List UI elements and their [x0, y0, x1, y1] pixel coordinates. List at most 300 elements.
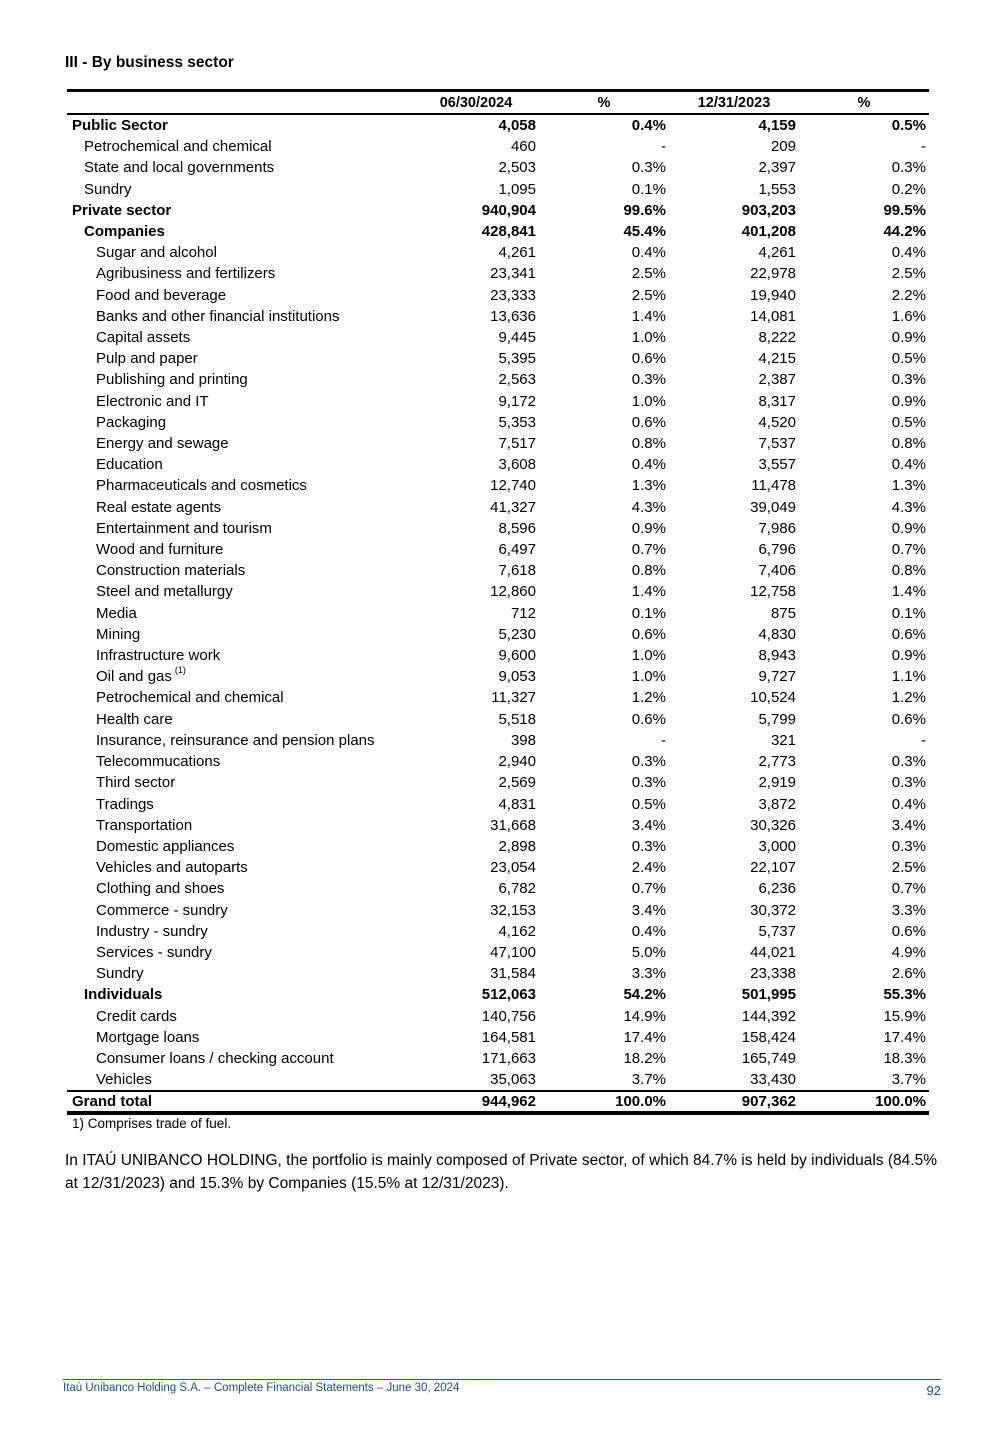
value-2023: 4,520 [758, 413, 796, 431]
value-2023: 7,986 [758, 519, 796, 537]
pct-2024: 0.3% [631, 774, 666, 792]
table-row [67, 1069, 929, 1091]
pct-2023: 1.3% [891, 477, 926, 495]
value-2024: 4,162 [498, 922, 536, 940]
pct-2024: 2.5% [631, 265, 666, 283]
row-label [67, 348, 413, 369]
row-label-text: Private sector [72, 201, 172, 219]
pct-2023: 0.6% [891, 922, 926, 940]
table-row [67, 921, 929, 942]
row-label-text: Construction materials [96, 562, 246, 580]
footer-divider [63, 1379, 941, 1380]
row-label [67, 772, 413, 793]
value-2023: 6,236 [758, 880, 796, 898]
value-2023: 4,159 [758, 117, 796, 134]
table-row [67, 560, 929, 581]
pct-2024: 5.0% [631, 943, 666, 961]
table-row [67, 391, 929, 412]
row-label-text: Sundry [96, 965, 144, 983]
value-2023: 6,796 [758, 541, 796, 559]
pct-2023: 0.2% [891, 180, 926, 198]
pct-2024: 14.9% [623, 1007, 666, 1025]
row-label [67, 836, 413, 857]
value-2024: 164,581 [481, 1028, 536, 1046]
pct-2023: 18.3% [883, 1049, 926, 1067]
table-row [67, 200, 929, 221]
pct-2024: 0.4% [631, 244, 666, 262]
table-row [67, 857, 929, 878]
row-label [67, 1091, 413, 1113]
row-label-text: Oil and gas [96, 668, 172, 686]
pct-2023: 0.9% [891, 519, 926, 537]
pct-2023: 2.6% [891, 965, 926, 983]
value-2024: 7,517 [498, 435, 536, 453]
pct-2024: 3.4% [631, 816, 666, 834]
value-2023: 14,081 [750, 307, 796, 325]
row-label [67, 136, 413, 157]
value-2024: 41,327 [490, 498, 536, 516]
table-row [67, 900, 929, 921]
table-row [67, 285, 929, 306]
pct-2024: 2.4% [631, 859, 666, 877]
pct-2024: 1.0% [631, 329, 666, 347]
value-2023: 2,387 [758, 371, 796, 389]
value-2023: 4,215 [758, 350, 796, 368]
pct-2024: 1.0% [631, 647, 666, 665]
row-label [67, 815, 413, 836]
pct-2023: 1.2% [891, 689, 926, 707]
table-row [67, 751, 929, 772]
value-2024: 9,172 [498, 392, 536, 410]
pct-2023: 0.9% [891, 647, 926, 665]
value-2024: 5,518 [498, 710, 536, 728]
row-label-text: Clothing and shoes [96, 880, 225, 898]
row-label [67, 114, 413, 136]
pct-2024: 99.6% [623, 201, 666, 219]
table-row [67, 815, 929, 836]
pct-2024: 0.7% [631, 541, 666, 559]
pct-2023: 0.8% [891, 435, 926, 453]
value-2024: 6,782 [498, 880, 536, 898]
pct-2024: 0.6% [631, 625, 666, 643]
pct-2023: 0.3% [891, 837, 926, 855]
pct-2024: 0.8% [631, 562, 666, 580]
header-date-1: 06/30/2024 [413, 91, 539, 115]
table-row [67, 539, 929, 560]
row-label [67, 603, 413, 624]
value-2023: 875 [770, 604, 796, 622]
pct-2024: - [661, 731, 666, 749]
value-2024: 940,904 [481, 201, 536, 219]
row-label-text: Wood and furniture [96, 541, 224, 559]
table-row [67, 878, 929, 899]
value-2024: 5,230 [498, 625, 536, 643]
value-2024: 5,353 [498, 413, 536, 431]
row-label [67, 1027, 413, 1048]
value-2023: 8,317 [758, 392, 796, 410]
pct-2023: 3.3% [891, 901, 926, 919]
page-number: 92 [926, 1383, 941, 1398]
table-row [67, 772, 929, 793]
row-label [67, 242, 413, 263]
row-label-text: Consumer loans / checking account [96, 1049, 334, 1067]
value-2023: 3,000 [758, 837, 796, 855]
row-label-text: Electronic and IT [96, 392, 209, 410]
pct-2024: - [661, 138, 666, 156]
table-row [67, 603, 929, 624]
pct-2024: 0.1% [631, 180, 666, 198]
value-2024: 2,569 [498, 774, 536, 792]
pct-2024: 1.4% [631, 307, 666, 325]
pct-2024: 3.3% [631, 965, 666, 983]
row-label [67, 560, 413, 581]
row-label-text: Industry - sundry [96, 922, 208, 940]
value-2024: 2,898 [498, 837, 536, 855]
row-label-text: Domestic appliances [96, 837, 235, 855]
pct-2023: 0.4% [891, 795, 926, 813]
table-row [67, 518, 929, 539]
value-2023: 10,524 [750, 689, 796, 707]
pct-2024: 3.4% [631, 901, 666, 919]
row-label [67, 327, 413, 348]
row-label [67, 285, 413, 306]
pct-2023: 0.9% [891, 329, 926, 347]
pct-2023: 4.3% [891, 498, 926, 516]
row-label-text: Sugar and alcohol [96, 244, 217, 262]
value-2023: 144,392 [741, 1007, 796, 1025]
value-2024: 6,497 [498, 541, 536, 559]
footer-text: Itaú Unibanco Holding S.A. – Complete Financial Statements – June 30, 2024 [63, 1382, 460, 1394]
row-label-text: Credit cards [96, 1007, 177, 1025]
value-2024: 7,618 [498, 562, 536, 580]
value-2023: 12,758 [750, 583, 796, 601]
pct-2024: 45.4% [623, 223, 666, 241]
pct-2023: 0.8% [891, 562, 926, 580]
value-2024: 460 [510, 138, 536, 156]
value-2023: 2,397 [758, 159, 796, 177]
value-2023: 22,978 [750, 265, 796, 283]
table-row [67, 369, 929, 390]
pct-2023: 100.0% [799, 1091, 929, 1113]
value-2023: 30,326 [750, 816, 796, 834]
row-label-text: Public Sector [72, 117, 168, 134]
value-2023: 907,362 [669, 1091, 799, 1113]
table-row [67, 836, 929, 857]
row-label [67, 391, 413, 412]
pct-2024: 17.4% [623, 1028, 666, 1046]
pct-2023: 17.4% [883, 1028, 926, 1046]
value-2023: 30,372 [750, 901, 796, 919]
value-2023: 39,049 [750, 498, 796, 516]
value-2023: 7,537 [758, 435, 796, 453]
value-2023: 19,940 [750, 286, 796, 304]
pct-2023: 0.5% [891, 117, 926, 134]
table-row [67, 179, 929, 200]
row-label [67, 412, 413, 433]
pct-2024: 0.6% [631, 350, 666, 368]
pct-2023: 0.3% [891, 371, 926, 389]
row-label [67, 984, 413, 1005]
value-2023: 321 [770, 731, 796, 749]
value-2024: 4,058 [498, 117, 536, 134]
row-label [67, 709, 413, 730]
value-2023: 4,830 [758, 625, 796, 643]
table-row [67, 475, 929, 496]
value-2023: 5,737 [758, 922, 796, 940]
pct-2024: 0.4% [631, 117, 666, 134]
row-label-text: Grand total [72, 1093, 153, 1111]
value-2024: 5,395 [498, 350, 536, 368]
total-row [67, 1091, 929, 1113]
row-label-text: State and local governments [84, 159, 275, 177]
value-2024: 23,333 [490, 286, 536, 304]
table-row [67, 1048, 929, 1069]
row-label-text: Mortgage loans [96, 1028, 200, 1046]
pct-2023: 0.3% [891, 159, 926, 177]
value-2023: 11,478 [751, 477, 796, 495]
value-2024: 9,053 [498, 668, 536, 686]
row-label-text: Infrastructure work [96, 647, 221, 665]
row-label-text: Mining [96, 625, 141, 643]
pct-2023: 99.5% [883, 201, 926, 219]
row-label-text: Pharmaceuticals and cosmetics [96, 477, 307, 495]
value-2023: 22,107 [750, 859, 796, 877]
row-label-text: Transportation [96, 816, 193, 834]
value-2023: 158,424 [741, 1028, 796, 1046]
value-2024: 9,600 [498, 647, 536, 665]
table-row [67, 709, 929, 730]
value-2023: 3,557 [758, 456, 796, 474]
row-label-text: Third sector [96, 774, 176, 792]
pct-2024: 1.2% [631, 689, 666, 707]
row-label [67, 645, 413, 666]
pct-2024: 0.4% [631, 922, 666, 940]
pct-2024: 0.6% [631, 413, 666, 431]
row-label [67, 369, 413, 390]
pct-2024: 1.0% [631, 392, 666, 410]
row-label [67, 730, 413, 751]
value-2023: 501,995 [741, 986, 796, 1004]
table-row [67, 327, 929, 348]
row-label [67, 263, 413, 284]
value-2024: 2,940 [498, 753, 536, 771]
table-row [67, 114, 929, 136]
value-2023: 209 [770, 138, 796, 156]
row-label [67, 581, 413, 602]
pct-2024: 0.6% [631, 710, 666, 728]
value-2024: 944,962 [413, 1091, 539, 1113]
table-row [67, 242, 929, 263]
value-2024: 13,636 [490, 307, 536, 325]
value-2024: 428,841 [481, 223, 536, 241]
pct-2023: 1.4% [891, 583, 926, 601]
value-2023: 2,773 [758, 753, 796, 771]
pct-2023: 15.9% [883, 1007, 926, 1025]
row-label-text: Pulp and paper [96, 350, 198, 368]
table-row [67, 942, 929, 963]
value-2024: 2,503 [498, 159, 536, 177]
pct-2024: 0.8% [631, 435, 666, 453]
row-label-text: Insurance, reinsurance and pension plans [96, 731, 375, 749]
row-label-text: Petrochemical and chemical [96, 689, 284, 707]
value-2023: 1,553 [758, 180, 796, 198]
pct-2024: 0.5% [631, 795, 666, 813]
table-row [67, 687, 929, 708]
row-label [67, 857, 413, 878]
row-label [67, 497, 413, 518]
table-row [67, 963, 929, 984]
value-2024: 512,063 [481, 986, 536, 1004]
value-2024: 1,095 [498, 180, 536, 198]
row-label-text: Capital assets [96, 329, 191, 347]
pct-2023: 3.7% [891, 1071, 926, 1089]
row-label [67, 878, 413, 899]
value-2023: 4,261 [758, 244, 796, 262]
table-row [67, 221, 929, 242]
header-label [67, 91, 413, 115]
pct-2023: 0.6% [891, 710, 926, 728]
pct-2023: - [921, 138, 926, 156]
table-row [67, 581, 929, 602]
row-label-text: Real estate agents [96, 498, 222, 516]
value-2024: 23,054 [490, 859, 536, 877]
pct-2024: 18.2% [623, 1049, 666, 1067]
row-label [67, 157, 413, 178]
table-row [67, 348, 929, 369]
value-2024: 31,668 [490, 816, 536, 834]
value-2023: 44,021 [750, 943, 796, 961]
value-2023: 903,203 [741, 201, 796, 219]
table-header-row [67, 91, 929, 115]
table-row [67, 645, 929, 666]
row-label-text: Vehicles [96, 1071, 152, 1089]
table-row [67, 794, 929, 815]
table-row [67, 433, 929, 454]
row-label-text: Food and beverage [96, 286, 227, 304]
row-label [67, 921, 413, 942]
pct-2023: 2.5% [891, 265, 926, 283]
value-2023: 401,208 [741, 223, 796, 241]
row-label-text: Telecommucations [96, 753, 221, 771]
pct-2023: 0.7% [891, 541, 926, 559]
value-2024: 4,831 [498, 795, 536, 813]
pct-2023: 0.4% [891, 456, 926, 474]
pct-2024: 0.3% [631, 159, 666, 177]
pct-2023: 0.4% [891, 244, 926, 262]
row-label-text: Banks and other financial institutions [96, 307, 340, 325]
row-label [67, 221, 413, 242]
table-row [67, 454, 929, 475]
row-label-text: Petrochemical and chemical [84, 138, 272, 156]
row-label [67, 942, 413, 963]
row-label [67, 1048, 413, 1069]
row-label-text: Individuals [84, 986, 163, 1004]
row-label [67, 454, 413, 475]
table-row [67, 730, 929, 751]
pct-2024: 0.9% [631, 519, 666, 537]
footnote: 1) Comprises trade of fuel. [72, 1116, 232, 1131]
value-2024: 32,153 [490, 901, 536, 919]
value-2024: 171,663 [481, 1049, 536, 1067]
row-label [67, 900, 413, 921]
pct-2024: 0.3% [631, 837, 666, 855]
value-2023: 9,727 [758, 668, 796, 686]
row-label-text: Publishing and printing [96, 371, 248, 389]
row-label-text: Energy and sewage [96, 435, 229, 453]
table-row [67, 1027, 929, 1048]
row-label [67, 539, 413, 560]
value-2024: 9,445 [498, 329, 536, 347]
value-2024: 398 [510, 731, 536, 749]
row-label-text: Entertainment and tourism [96, 519, 272, 537]
row-label-text: Commerce - sundry [96, 901, 228, 919]
value-2024: 47,100 [490, 943, 536, 961]
section-title: III - By business sector [65, 54, 234, 71]
row-label-text: Health care [96, 710, 173, 728]
value-2023: 5,799 [758, 710, 796, 728]
pct-2024: 3.7% [631, 1071, 666, 1089]
value-2024: 12,860 [490, 583, 536, 601]
pct-2023: 0.3% [891, 753, 926, 771]
pct-2023: 0.3% [891, 774, 926, 792]
row-label-text: Media [96, 604, 137, 622]
value-2024: 8,596 [498, 519, 536, 537]
row-label-text: Vehicles and autoparts [96, 859, 248, 877]
pct-2023: 1.1% [891, 668, 926, 686]
table-row [67, 136, 929, 157]
value-2023: 8,943 [758, 647, 796, 665]
pct-2023: 0.7% [891, 880, 926, 898]
row-label [67, 518, 413, 539]
value-2024: 12,740 [490, 477, 536, 495]
pct-2023: 55.3% [883, 986, 926, 1004]
row-label [67, 624, 413, 645]
footnote-marker: (1) [174, 666, 186, 676]
value-2023: 2,919 [758, 774, 796, 792]
value-2023: 8,222 [758, 329, 796, 347]
row-label-text: Agribusiness and fertilizers [96, 265, 276, 283]
value-2024: 4,261 [498, 244, 536, 262]
business-sector-table [67, 89, 929, 1115]
row-label-text: Education [96, 456, 163, 474]
row-label [67, 794, 413, 815]
row-label-text: Services - sundry [96, 943, 212, 961]
pct-2023: - [921, 731, 926, 749]
row-label-text: Sundry [84, 180, 132, 198]
pct-2024: 1.4% [631, 583, 666, 601]
pct-2024: 0.1% [631, 604, 666, 622]
pct-2024: 0.3% [631, 753, 666, 771]
table-row [67, 666, 929, 687]
pct-2024: 1.3% [631, 477, 666, 495]
pct-2023: 0.9% [891, 392, 926, 410]
table-row [67, 412, 929, 433]
row-label [67, 1006, 413, 1027]
value-2024: 23,341 [490, 265, 536, 283]
row-label-text: Companies [84, 223, 165, 241]
summary-paragraph: In ITAÚ UNIBANCO HOLDING, the portfolio is mainly composed of Private sector, of which 84.7% is held by individuals (84.5% at 12/31/2023) and 15.3% by Companies (15.5% at 12/31/2023). [65, 1152, 937, 1192]
value-2023: 7,406 [758, 562, 796, 580]
pct-2023: 2.2% [891, 286, 926, 304]
value-2024: 3,608 [498, 456, 536, 474]
pct-2023: 4.9% [891, 943, 926, 961]
table-body [67, 114, 929, 1113]
pct-2024: 54.2% [623, 986, 666, 1004]
pct-2023: 0.1% [891, 604, 926, 622]
row-label [67, 1069, 413, 1091]
value-2024: 31,584 [490, 965, 536, 983]
row-label [67, 666, 413, 687]
